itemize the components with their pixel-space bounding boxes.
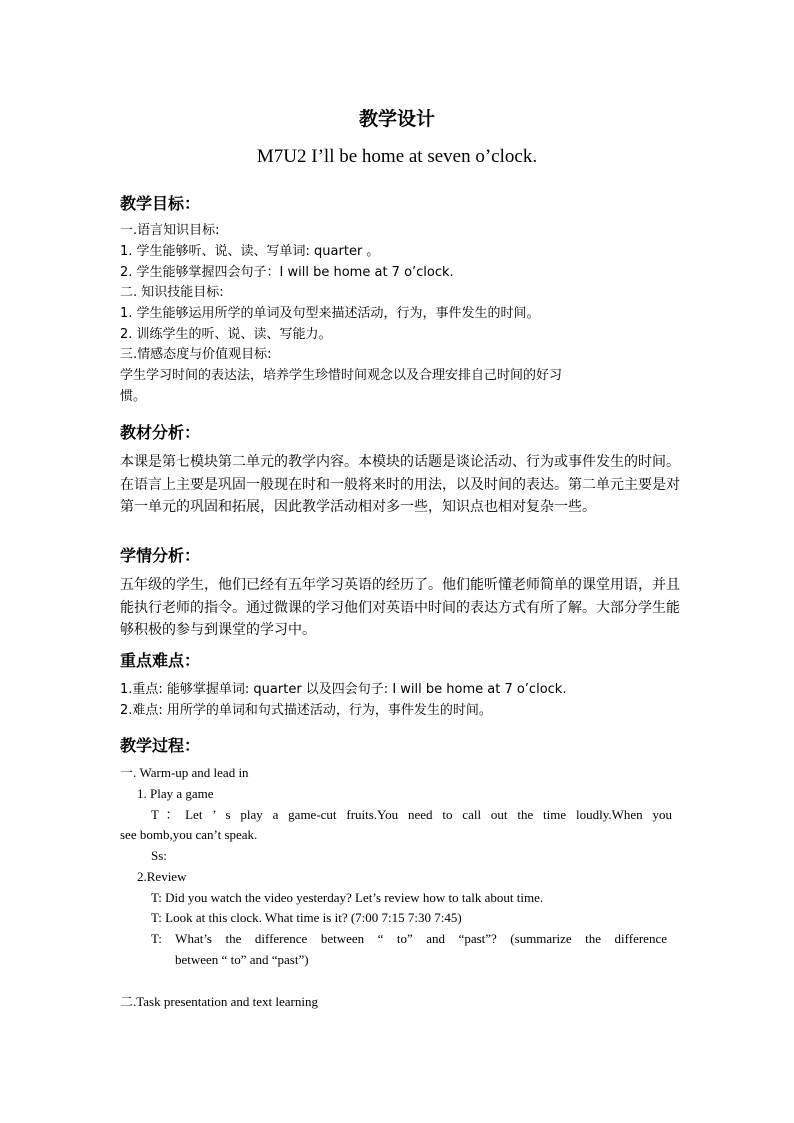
keypoints-heading: 重点难点： <box>120 651 201 670</box>
process-line: 一. Warm-up and lead in <box>120 765 249 780</box>
objectives-line: 学生学习时间的表达法，培养学生珍惜时间观念以及合理安排自己时间的好习 <box>120 368 563 383</box>
process-line: 2.Review <box>137 869 187 884</box>
students-paragraph: 五年级的学生，他们已经有五年学习英语的经历了。他们能听懂老师简单的课堂用语，并且能执行老师的指令。通过微课的学习他们对英语中时间的表达方式有所了解。大部分学生能够积极的参与到课堂的学习中。 <box>120 577 680 638</box>
process-line: T: Did you watch the video yesterday? Let’s review how to talk about time. <box>151 890 544 905</box>
document-subtitle: M7U2 I’ll be home at seven o’clock. <box>256 146 538 167</box>
process-line: between “ to” and “past”) <box>175 952 309 967</box>
objectives-line: 惯。 <box>120 389 147 404</box>
process-line: T: What’s the difference between “ to” and “past”? (summarize the difference <box>151 931 667 946</box>
keypoints-line: 2.难点: 用所学的单词和句式描述活动，行为，事件发生的时间。 <box>120 703 492 718</box>
objectives-line: 1. 学生能够听、说、读、写单词: quarter 。 <box>120 244 380 259</box>
objectives-line: 一.语言知识目标: <box>120 223 220 238</box>
document-title: 教学设计 <box>358 108 435 130</box>
process-line: T：Let ’ s play a game-cut fruits.You need to call out the time loudly.When you <box>151 807 672 822</box>
material-paragraph: 本课是第七模块第二单元的教学内容。本模块的话题是谈论活动、行为或事件发生的时间。在语言上主要是巩固一般现在时和一般将来时的用法，以及时间的表达。第二单元主要是对第一单元的巩固和拓展，因此教学活动相对多一些，知识点也相对复杂一些。 <box>120 454 680 515</box>
objectives-line: 二. 知识技能目标: <box>120 285 224 300</box>
material-heading: 教材分析： <box>120 423 201 442</box>
objectives-line: 2. 学生能够掌握四会句子：I will be home at 7 o’clock. <box>120 265 454 280</box>
process-line: Ss: <box>151 848 167 863</box>
objectives-line: 1. 学生能够运用所学的单词及句型来描述活动，行为，事件发生的时间。 <box>120 306 540 321</box>
process-heading: 教学过程： <box>120 736 201 755</box>
process-line: T: Look at this clock. What time is it? (7:00 7:15 7:30 7:45) <box>151 910 462 925</box>
process-line: 二.Task presentation and text learning <box>120 994 319 1009</box>
objectives-line: 三.情感态度与价值观目标: <box>120 347 272 362</box>
objectives-line: 2. 训练学生的听、说、读、写能力。 <box>120 327 332 342</box>
process-line: 1. Play a game <box>137 786 214 801</box>
process-line: see bomb,you can’t speak. <box>120 827 258 842</box>
objectives-heading: 教学目标： <box>120 194 201 213</box>
students-heading: 学情分析： <box>120 546 201 565</box>
keypoints-line: 1.重点: 能够掌握单词: quarter 以及四会句子: I will be home at 7 o’clock. <box>120 682 567 697</box>
